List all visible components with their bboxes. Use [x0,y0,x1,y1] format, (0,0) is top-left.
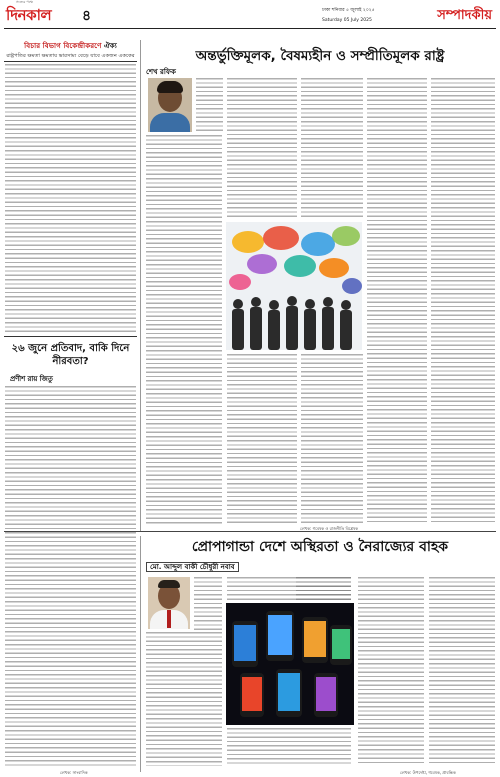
bottom-article-col-1 [146,632,222,766]
bottom-article-col-3-top [296,577,351,601]
bottom-article-footer: লেখক: উপদেষ্টা, গবেষক, প্রাবন্ধিক [400,770,456,775]
main-article-col-4 [367,78,427,524]
page-number: ৪ [82,8,92,24]
main-article-col-1 [146,135,222,525]
left-bottom-headline[interactable]: ২৬ জুনে প্রতিবাদ, বাকি দিনে নীরবতা? [11,343,130,367]
left-top-headline-red: বিচার বিভাগ বিকেন্দ্রীকরণে [24,41,102,50]
left-top-headline[interactable] [4,41,137,53]
date-bengali: ঢাকা শনিবার ৫ জুলাই ২০২৫ [322,8,375,13]
section-divider [4,531,496,532]
divider [4,61,137,62]
author-photo [148,78,192,132]
speech-bubbles-icon [226,222,362,350]
date-english: Saturday 05 July 2025 [322,18,372,23]
main-article-headline[interactable]: অন্তর্ভুক্তিমূলক, বৈষম্যহীন ও সম্প্রীতিমূলক রাষ্ট্র [195,48,445,64]
bottom-article-col-1-top [194,577,222,631]
logo-tagline: সত্যের পক্ষে [16,0,34,4]
main-article-byline: শেখ রফিক [146,68,176,76]
left-bottom-footer: লেখক: সাংবাদিক [60,770,88,775]
masthead [4,3,496,29]
bottom-article-col-5 [429,577,495,766]
column-rule [140,40,141,531]
main-article-col-2-bottom [227,354,297,524]
section-title: সম্পাদকীয় [437,8,492,23]
left-top-body-text [5,64,136,332]
smartphones-photo [226,603,354,725]
bottom-article-headline[interactable]: প্রোপাগান্ডা দেশে অস্থিরতা ও নৈরাজ্যের বাহক [191,539,449,555]
main-article-footer: লেখক: গবেষক ও রাজনীতি বিশ্লেষক [300,526,359,531]
left-bottom-body-text [5,386,136,766]
main-article-col-1-top [196,78,223,134]
main-article-col-3-bottom [301,354,363,524]
smartphone-icon [226,603,354,725]
main-article-col-3-top [301,78,363,219]
column-rule [140,536,141,772]
speech-bubbles-illustration [226,222,362,350]
bottom-article-col-2-bottom [227,728,351,766]
author-photo [148,577,190,629]
main-article-col-5 [431,78,495,524]
bottom-article-author: মো. আব্দুল বাকী চৌধুরী নবাব [146,562,239,572]
left-top-subheadline: রাষ্ট্রপতির ক্ষমতা ক্ষমতায় ভারসাম্য বেড়ে যাবে একজন এককের [6,53,135,59]
bottom-article-byline [146,561,239,573]
left-bottom-byline: প্রণীশ রায় জিতু [10,375,53,383]
main-article-col-2-top [227,78,297,219]
left-top-headline-black: ঐক্য [103,41,117,50]
newspaper-logo[interactable]: দিনকাল [6,6,52,24]
bottom-article-col-4 [358,577,424,766]
divider [4,336,137,337]
